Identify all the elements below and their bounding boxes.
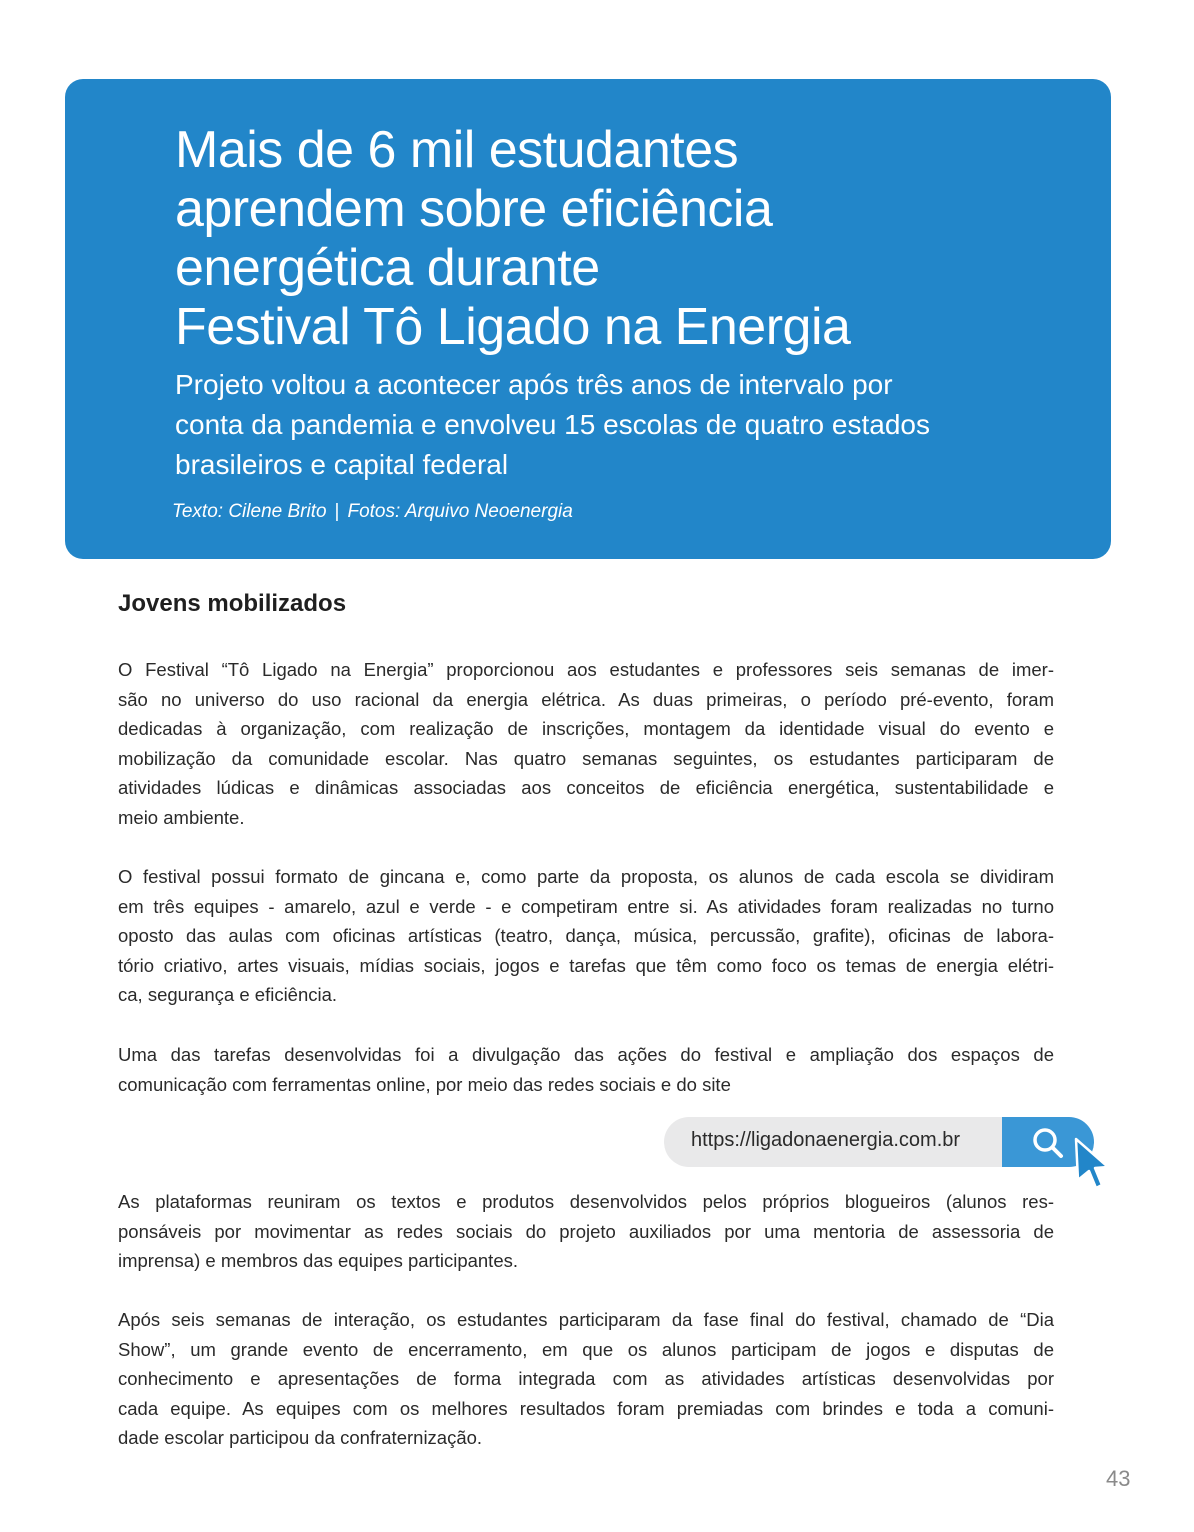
body-paragraph	[118, 1187, 1054, 1276]
paragraph-line: meio ambiente.	[118, 806, 245, 828]
paragraph-line: O Festival “Tô Ligado na Energia” proporcionou aos estudantes e professores seis semanas de imer-	[118, 659, 1054, 680]
url-text: https://ligadonaenergia.com.br	[691, 1129, 961, 1151]
url-field[interactable]	[664, 1117, 1044, 1167]
paragraph-line: Show”, um grande evento de encerramento, em que os alunos participam de jogos e disputas de	[118, 1338, 1054, 1360]
paragraph-line: oposto das aulas com oficinas artísticas (teatro, dança, música, percussão, grafite), oficinas de labora-	[118, 925, 1054, 947]
headline-line: Mais de 6 mil estudantes	[175, 121, 739, 179]
subtitle-line: conta da pandemia e envolveu 15 escolas de quatro estados	[175, 409, 930, 440]
cursor-arrow-icon	[1072, 1137, 1112, 1191]
paragraph-line: imprensa) e membros das equipes participantes.	[118, 1250, 518, 1272]
article-credits	[172, 501, 573, 523]
paragraph-line: As plataformas reuniram os textos e produtos desenvolvidos pelos próprios blogueiros (alunos res-	[118, 1191, 1054, 1212]
paragraph-line: tório criativo, artes visuais, mídias sociais, jogos e tarefas que têm como foco os temas de energia elétri-	[118, 954, 1054, 976]
paragraph-line: ponsáveis por movimentar as redes sociais do projeto auxiliados por uma mentoria de assessoria de	[118, 1220, 1054, 1242]
paragraph-line: ca, segurança e eficiência.	[118, 984, 338, 1006]
paragraph-line: Uma das tarefas desenvolvidas foi a divulgação das ações do festival e ampliação dos espaços de	[118, 1044, 1054, 1065]
photo-credit: Fotos: Arquivo Neoenergia	[347, 501, 573, 522]
credit-separator: |	[334, 501, 340, 522]
body-paragraph	[118, 862, 1054, 1010]
subtitle-line: brasileiros e capital federal	[175, 449, 509, 480]
article-subtitle	[175, 365, 1075, 485]
page-number: 43	[1106, 1466, 1131, 1491]
article-header	[65, 79, 1111, 559]
paragraph-line: cada equipe. As equipes com os melhores resultados foram premiadas com brindes e toda a comuni-	[118, 1397, 1054, 1419]
section-title: Jovens mobilizados	[118, 590, 347, 617]
body-paragraph	[118, 1040, 1054, 1099]
headline-line: energética durante	[175, 239, 600, 297]
paragraph-line: mobilização da comunidade escolar. Nas quatro semanas seguintes, os estudantes participaram de	[118, 747, 1054, 769]
website-search-bar[interactable]	[664, 1117, 1094, 1167]
subtitle-line: Projeto voltou a acontecer após três anos de intervalo por	[175, 369, 893, 400]
paragraph-line: em três equipes - amarelo, azul e verde - e competiram entre si. As atividades foram realizadas no turno	[118, 895, 1054, 917]
article-headline	[175, 121, 1075, 357]
paragraph-line: atividades lúdicas e dinâmicas associadas aos conceitos de eficiência energética, sustentabilidade e	[118, 777, 1054, 799]
body-paragraph	[118, 1305, 1054, 1453]
headline-line: aprendem sobre eficiência	[175, 180, 773, 238]
headline-line: Festival Tô Ligado na Energia	[175, 298, 851, 356]
search-icon	[1030, 1125, 1066, 1161]
paragraph-line: dade escolar participou da confraternização.	[118, 1427, 483, 1449]
paragraph-line: são no universo do uso racional da energia elétrica. As duas primeiras, o período pré-evento, foram	[118, 688, 1054, 710]
paragraph-line: Após seis semanas de interação, os estudantes participaram da fase final do festival, chamado de “Dia	[118, 1309, 1054, 1330]
paragraph-line: dedicadas à organização, com realização de inscrições, montagem da identidade visual do evento e	[118, 718, 1054, 740]
paragraph-line: comunicação com ferramentas online, por meio das redes sociais e do site	[118, 1073, 731, 1095]
body-paragraph	[118, 655, 1054, 833]
text-credit: Texto: Cilene Brito	[172, 501, 327, 522]
paragraph-line: conhecimento e apresentações de forma integrada com as atividades artísticas desenvolvidas por	[118, 1368, 1054, 1390]
paragraph-line: O festival possui formato de gincana e, como parte da proposta, os alunos de cada escola se dividiram	[118, 866, 1054, 887]
